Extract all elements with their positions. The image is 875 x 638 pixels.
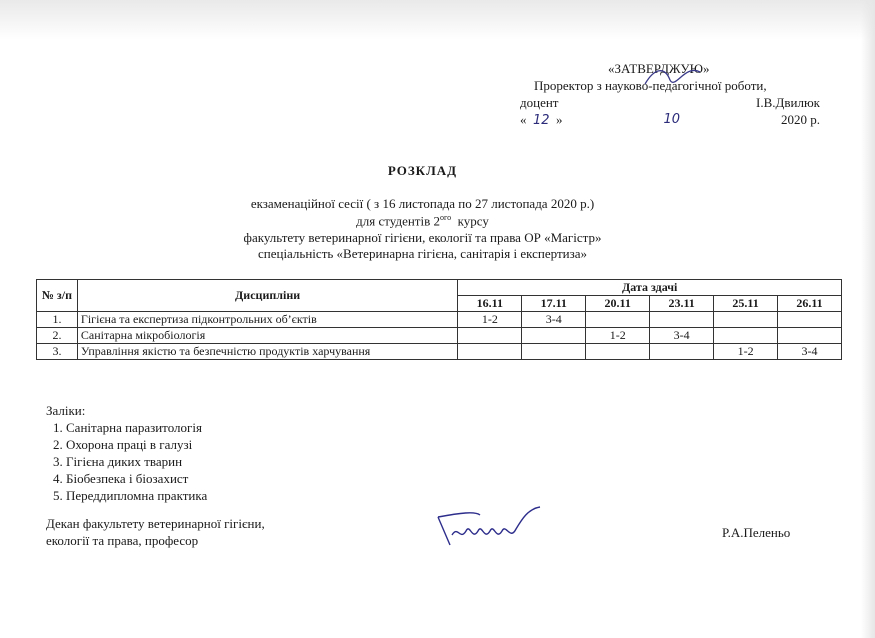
schedule-cell xyxy=(650,344,714,360)
schedule-cell xyxy=(458,344,522,360)
schedule-cell xyxy=(778,312,842,328)
scan-edge-right xyxy=(861,0,875,638)
schedule-cell xyxy=(522,344,586,360)
dean-name: Р.А.Пеленьо xyxy=(722,525,791,540)
dean-signature-image xyxy=(430,505,550,550)
schedule-cell xyxy=(650,312,714,328)
date-header-cell: 25.11 xyxy=(714,296,778,312)
list-item: 1. Санітарна паразитологія xyxy=(66,419,207,436)
approval-date-line: « 12 » 10 2020 р. xyxy=(520,112,820,128)
faculty-name: факультету ветеринарної гігієни, екології та права ОР «Магістр» xyxy=(243,230,602,245)
specialty-name: спеціальність «Ветеринарна гігієна, санітарія і експертиза» xyxy=(257,246,588,261)
schedule-cell: 3-4 xyxy=(522,312,586,328)
schedule-cell xyxy=(458,328,522,344)
approval-role: Проректор з науково-педагогічної роботи, xyxy=(534,78,767,93)
list-item: 5. Переддипломна практика xyxy=(66,487,207,504)
row-number: 2. xyxy=(37,328,78,344)
approval-year: 2020 р. xyxy=(781,112,820,127)
approval-signer-line xyxy=(520,94,820,111)
approval-signature-image xyxy=(640,62,710,92)
date-header-cell: 26.11 xyxy=(778,296,842,312)
scan-edge-top xyxy=(0,0,875,40)
approval-position: доцент xyxy=(520,95,559,110)
list-item: 2. Охорона праці в галузі xyxy=(66,436,207,453)
schedule-cell xyxy=(714,328,778,344)
schedule-cell xyxy=(778,328,842,344)
approval-day: 12 xyxy=(533,113,550,128)
schedule-cell: 1-2 xyxy=(586,328,650,344)
list-item: 4. Біобезпека і біозахист xyxy=(66,470,207,487)
dean-title-line1: Декан факультету ветеринарної гігієни, xyxy=(46,516,265,531)
session-period: екзаменаційної сесії ( з 16 листопада по 27 листопада 2020 р.) xyxy=(250,196,595,211)
schedule-cell xyxy=(586,312,650,328)
date-header-cell: 23.11 xyxy=(650,296,714,312)
approval-month: 10 xyxy=(663,112,681,127)
list-item: 3. Гігієна диких тварин xyxy=(66,453,207,470)
header-discipline: Дисципліни xyxy=(77,280,457,312)
schedule-cell xyxy=(522,328,586,344)
schedule-body xyxy=(37,312,842,360)
row-discipline: Гігієна та експертиза підконтрольних об’єктів xyxy=(77,312,457,328)
date-header-cell: 17.11 xyxy=(522,296,586,312)
row-number: 3. xyxy=(37,344,78,360)
dean-title-line2: екології та права, професор xyxy=(46,533,199,548)
student-course: для студентів $2^{ого}$ курсу xyxy=(356,213,489,229)
schedule-cell xyxy=(586,344,650,360)
schedule-cell xyxy=(714,312,778,328)
schedule-cell: 3-4 xyxy=(650,328,714,344)
row-number: 1. xyxy=(37,312,78,328)
exam-schedule-table xyxy=(36,279,842,360)
table-row xyxy=(37,328,842,344)
schedule-cell: 1-2 xyxy=(458,312,522,328)
header-number: № з/п xyxy=(37,280,78,312)
approval-name: І.В.Двилюк xyxy=(756,95,820,110)
credits-label: Заліки: xyxy=(46,403,86,418)
credits-block xyxy=(46,402,207,504)
table-row xyxy=(37,312,842,328)
date-header-cell: 16.11 xyxy=(458,296,522,312)
date-header-cell: 20.11 xyxy=(586,296,650,312)
dean-block xyxy=(46,515,265,549)
approval-heading: «ЗАТВЕРДЖУЮ» xyxy=(608,61,710,76)
credits-list xyxy=(46,419,207,504)
row-discipline: Управління якістю та безпечністю продуктів харчування xyxy=(77,344,457,360)
header-dates: Дата здачі xyxy=(458,280,842,296)
table-row xyxy=(37,344,842,360)
schedule-cell: 1-2 xyxy=(714,344,778,360)
schedule-cell: 3-4 xyxy=(778,344,842,360)
row-discipline: Санітарна мікробіологія xyxy=(77,328,457,344)
document-title: РОЗКЛАД xyxy=(387,163,458,178)
